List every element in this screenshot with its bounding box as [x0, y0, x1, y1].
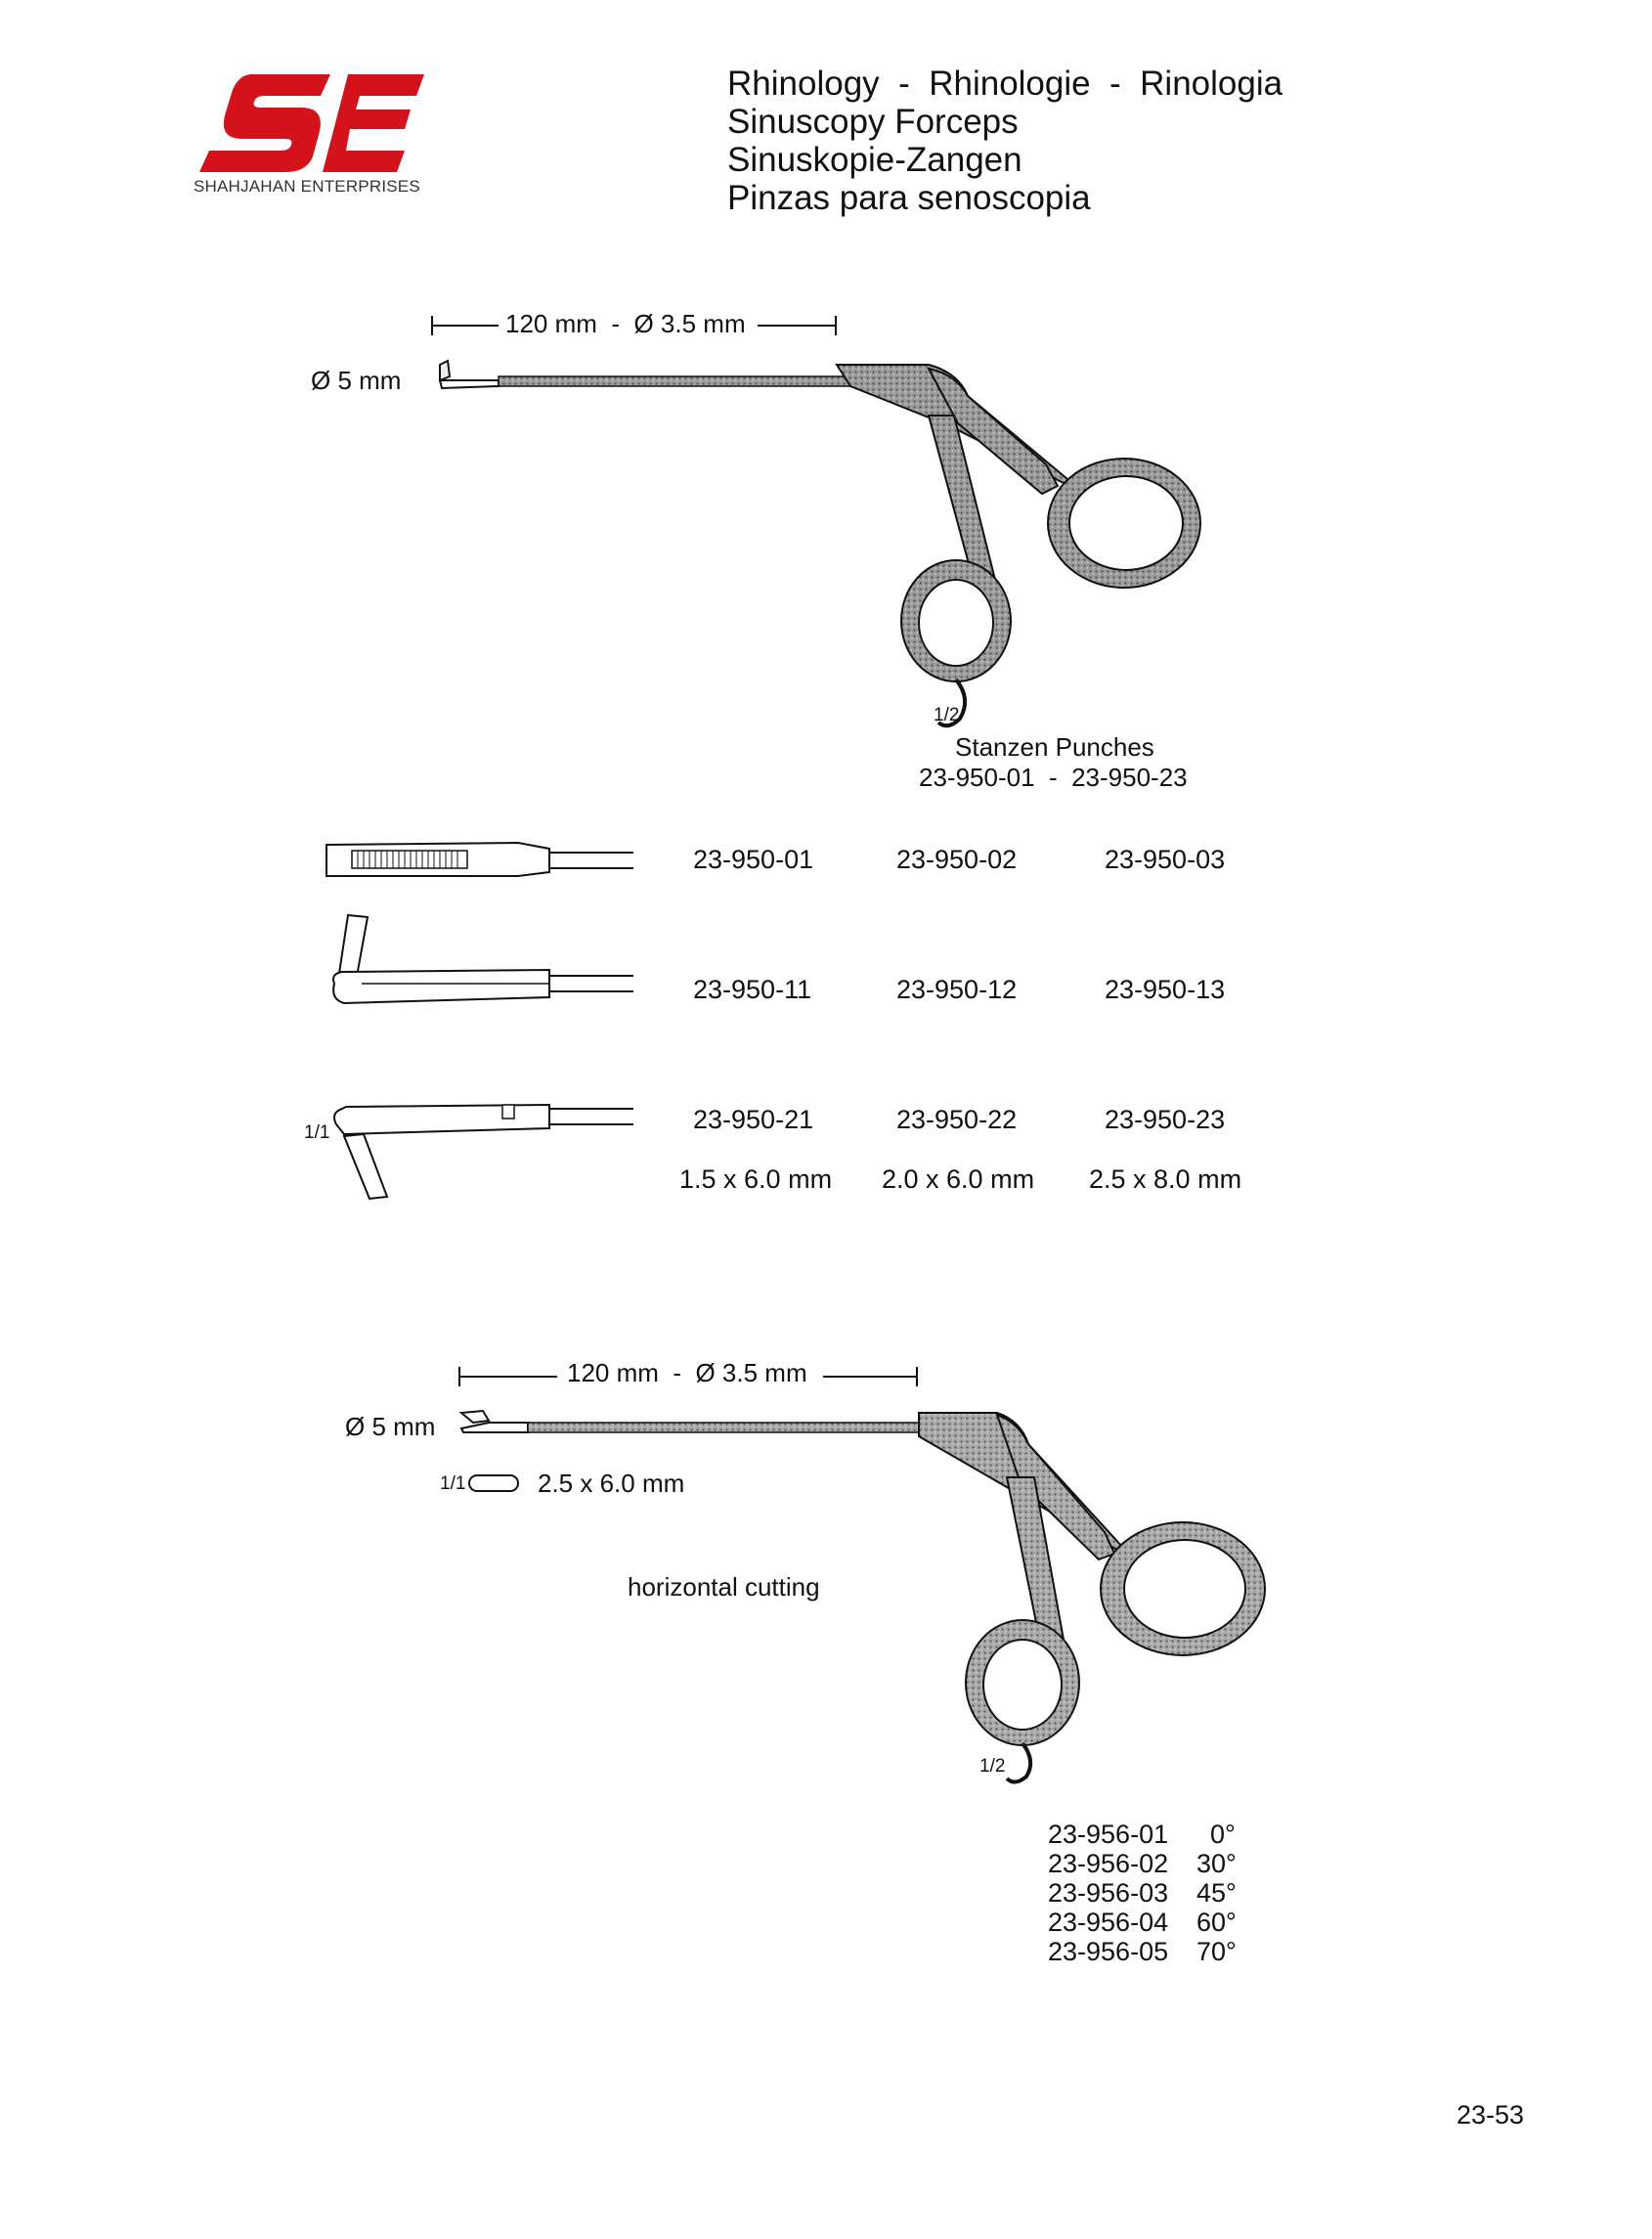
- section1-title: Stanzen Punches: [955, 732, 1154, 762]
- variant-angle-1: 0°: [1210, 1820, 1236, 1849]
- tip-scale-label-2: 1/1: [440, 1473, 466, 1494]
- diameter-label-2: Ø 5 mm: [345, 1412, 436, 1441]
- page-number: 23-53: [1456, 2100, 1525, 2129]
- variant-code-4: 23-956-04: [1048, 1908, 1169, 1937]
- code-23-950-03: 23-950-03: [1105, 845, 1226, 874]
- length-dimension-line-2: [0, 1357, 1652, 1396]
- tip-upward-drawing: [323, 911, 635, 1019]
- length-label-1: 120 mm - Ø 3.5 mm: [505, 309, 746, 338]
- scale-label-2: 1/2: [979, 1756, 1006, 1777]
- header-line-3: Sinuskopie-Zangen: [727, 141, 1022, 179]
- variant-angle-4: 60°: [1196, 1908, 1237, 1937]
- code-23-950-22: 23-950-22: [896, 1105, 1018, 1134]
- horizontal-cutting-forceps-drawing: [450, 1393, 1329, 1784]
- variant-angle-2: 30°: [1196, 1849, 1237, 1878]
- section1-range: 23-950-01 - 23-950-23: [919, 763, 1188, 792]
- header-line-4: Pinzas para senoscopia: [727, 179, 1091, 217]
- diameter-label-1: Ø 5 mm: [311, 366, 402, 395]
- scale-label-1: 1/2: [934, 705, 960, 725]
- size-2: 2.0 x 6.0 mm: [882, 1164, 1035, 1194]
- tip-size-label: 2.5 x 6.0 mm: [538, 1469, 685, 1498]
- variant-angle-3: 45°: [1196, 1878, 1237, 1908]
- cutting-note: horizontal cutting: [628, 1572, 820, 1602]
- length-label-2: 120 mm - Ø 3.5 mm: [567, 1358, 807, 1387]
- code-23-950-23: 23-950-23: [1105, 1105, 1226, 1134]
- code-23-950-02: 23-950-02: [896, 845, 1018, 874]
- header-line-2: Sinuscopy Forceps: [727, 103, 1019, 141]
- size-3: 2.5 x 8.0 mm: [1089, 1164, 1242, 1194]
- code-23-950-21: 23-950-21: [693, 1105, 814, 1134]
- punch-forceps-drawing: [420, 347, 1300, 738]
- code-23-950-12: 23-950-12: [896, 975, 1018, 1004]
- tip-downward-drawing: [323, 1095, 635, 1212]
- tip-straight-drawing: [323, 831, 635, 890]
- variant-angle-5: 70°: [1196, 1937, 1237, 1966]
- variant-code-5: 23-956-05: [1048, 1937, 1169, 1966]
- variant-code-2: 23-956-02: [1048, 1849, 1169, 1878]
- tip-scale-label: 1/1: [304, 1122, 330, 1143]
- code-23-950-01: 23-950-01: [693, 845, 814, 874]
- length-dimension-line-1: [0, 308, 1652, 347]
- variant-code-1: 23-956-01: [1048, 1820, 1169, 1849]
- header-line-1: Rhinology - Rhinologie - Rinologia: [727, 65, 1283, 103]
- company-name: SHAHJAHAN ENTERPRISES: [194, 177, 420, 196]
- size-1: 1.5 x 6.0 mm: [679, 1164, 833, 1194]
- variant-code-3: 23-956-03: [1048, 1878, 1169, 1908]
- se-monogram: [192, 66, 426, 184]
- code-23-950-13: 23-950-13: [1105, 975, 1226, 1004]
- code-23-950-11: 23-950-11: [693, 975, 812, 1004]
